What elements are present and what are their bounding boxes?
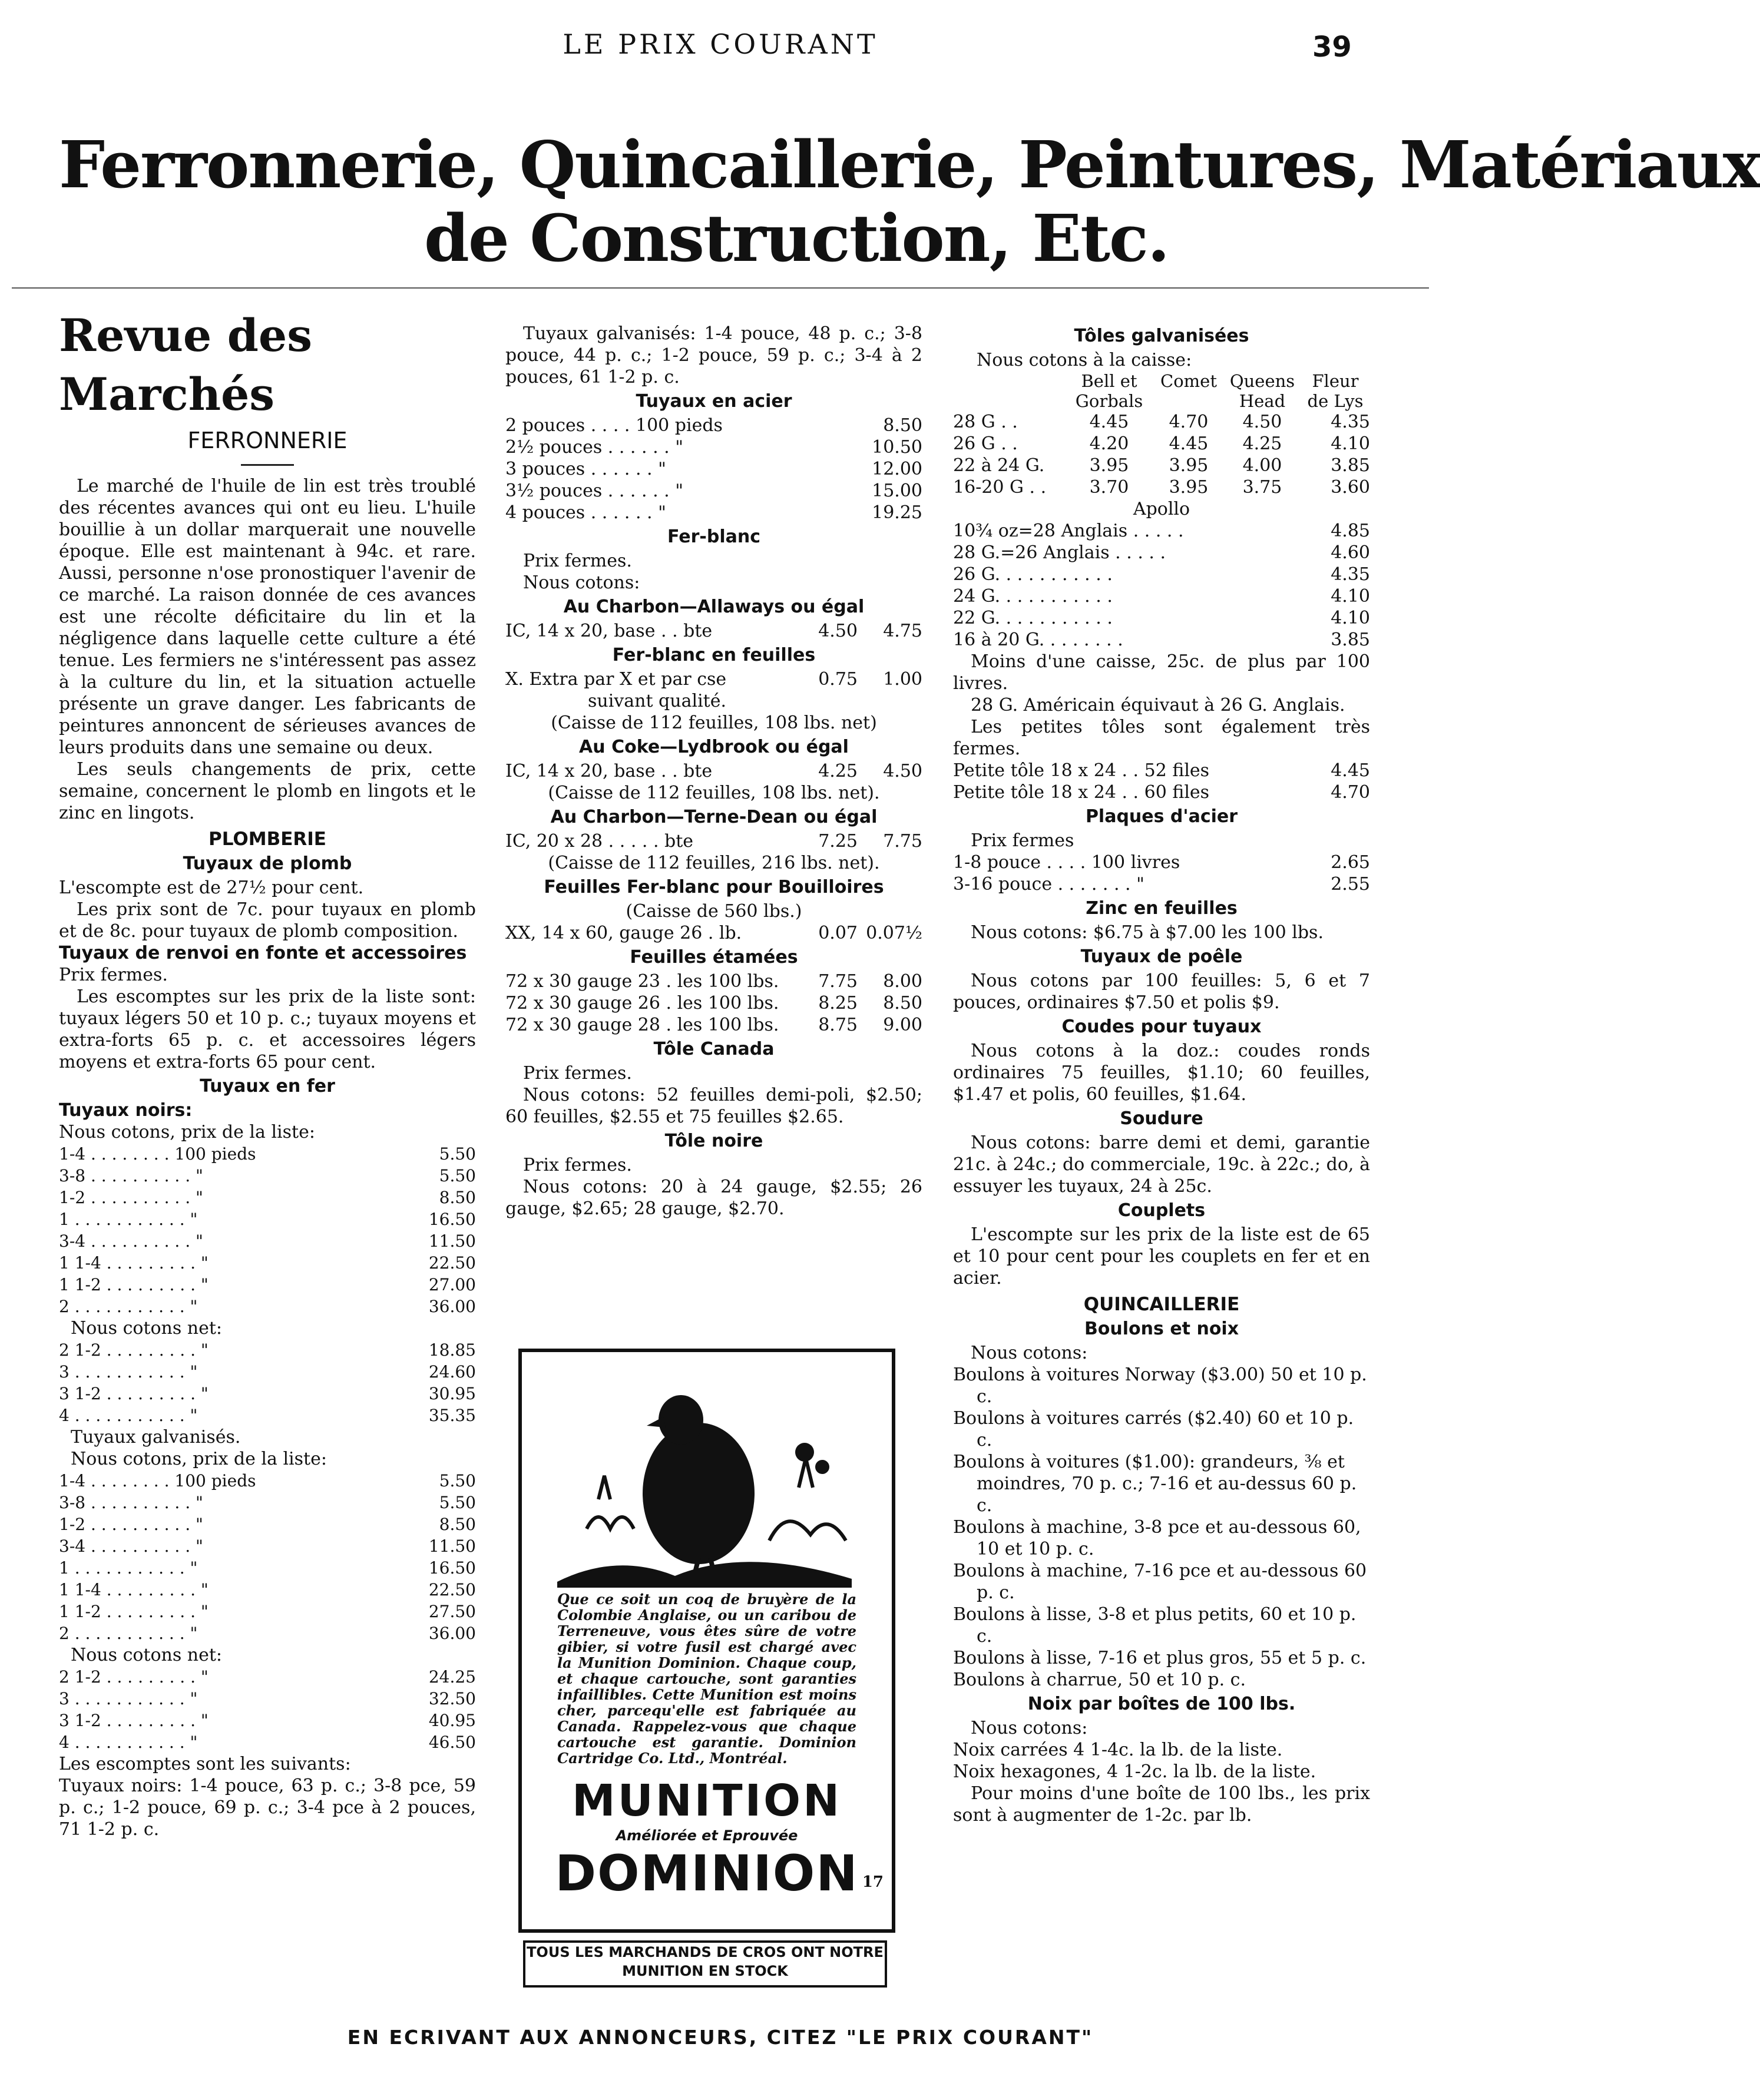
title-rule — [12, 287, 1429, 289]
toles-table-header: Bell et Gorbals Comet Queens Head Fleur de Lys — [1075, 371, 1364, 411]
page-title-line1: Ferronnerie, Quincaillerie, Peintures, Matériaux — [59, 127, 1760, 203]
brand-dominion: DOMINION — [555, 1844, 859, 1902]
section-plomberie: PLOMBERIE — [209, 829, 326, 850]
price-row: 2½ pouces . . . . . . " 10.50 — [505, 437, 922, 458]
page-number: 39 — [1312, 31, 1352, 64]
noirs-escompte-text: Tuyaux noirs: 1-4 pouce, 63 p. c.; 3-8 pce, 59 p. c.; 1-2 pouce, 69 p. c.; 3-4 pce à 2 pouces, 71 1-2 p. c. — [59, 1776, 476, 1840]
list-item: Boulons à machine, 7-16 pce et au-dessous 60 p. c. — [953, 1561, 1367, 1603]
price-row: 1 1-4 . . . . . . . . . " 22.50 — [59, 1253, 476, 1273]
running-header: LE PRIX COURANT — [563, 28, 878, 60]
subheading-allaways: Au Charbon—Allaways ou égal — [563, 597, 865, 617]
intro-paragraph-2: Les seuls changements de prix, cette semaine, concernent le plomb en lingots et le zinc en lingots. — [59, 759, 476, 823]
price-row: 1 1-4 . . . . . . . . . " 22.50 — [59, 1580, 476, 1599]
price-row: 3 . . . . . . . . . . . " 24.60 — [59, 1362, 476, 1382]
apollo-price-list — [953, 520, 1370, 651]
label-nous-cotons-net-galv: Nous cotons net: — [71, 1645, 223, 1665]
price-row: 26 G. . . . . . . . . . . 4.35 — [953, 564, 1370, 585]
subheading-fer-blanc-feuilles: Fer-blanc en feuilles — [612, 645, 816, 665]
price-row: 1 . . . . . . . . . . . " 16.50 — [59, 1558, 476, 1578]
list-item: Boulons à machine, 3-8 pce et au-dessous 60, 10 et 10 p. c. — [953, 1517, 1361, 1559]
list-item: Boulons à lisse, 3-8 et plus petits, 60 et 10 p. c. — [953, 1604, 1357, 1647]
price-row: XX, 14 x 60, gauge 26 . lb. 0.07 0.07½ — [505, 923, 922, 943]
subheading-etamees: Feuilles étamées — [630, 947, 798, 968]
column-1 — [59, 306, 476, 1840]
poele-text: Nous cotons par 100 feuilles: 5, 6 et 7 pouces, ordinaires $7.50 et polis $9. — [953, 970, 1370, 1013]
subheading-tuyaux-acier: Tuyaux en acier — [636, 391, 792, 412]
moins-caisse-text: Moins d'une caisse, 25c. de plus par 100 livres. — [953, 651, 1370, 694]
prix-fermes-text: Prix fermes. — [523, 551, 632, 571]
subheading-renvoi: Tuyaux de renvoi en fonte et accessoires — [59, 943, 467, 963]
nous-cotons-text: Nous cotons: — [971, 1343, 1088, 1363]
price-row: 3 pouces . . . . . . " 12.00 — [505, 459, 922, 479]
subheading-fer-blanc: Fer-blanc — [667, 526, 760, 547]
price-row: 1 1-2 . . . . . . . . . " 27.50 — [59, 1602, 476, 1621]
price-row: 2 . . . . . . . . . . . " 36.00 — [59, 1624, 476, 1643]
subheading-noix: Noix par boîtes de 100 lbs. — [1027, 1694, 1296, 1714]
grouse-illustration — [522, 1352, 892, 1588]
noire-text: Nous cotons: 20 à 24 gauge, $2.55; 26 gauge, $2.65; 28 gauge, $2.70. — [505, 1177, 922, 1219]
list-item: Boulons à voitures ($1.00): grandeurs, ⅜ et moindres, 70 p. c.; 7-16 et au-dessus 60 p. c. — [953, 1452, 1357, 1516]
plaques-price-list — [953, 852, 1370, 895]
americain-text: 28 G. Américain équivaut à 26 G. Anglais. — [971, 695, 1345, 716]
intro-paragraph: Le marché de l'huile de lin est très troublé des récentes avances qui ont eu lieu. L'huile bouillie à un dollar marquerait une nouvelle époque. Elle est maintenant à 94c. et rare. Aussi, personne n'ose pronostiquer l'avenir de ce marché. La raison donnée de ces avances est une récolte déficitaire du lin et la négligence dans laquelle cette culture a été tenue. Les fermiers ne s'intéressent pas assez à la culture du lin, et la situation actuelle présente un grave danger. Les fabricants de peintures annoncent de sérieuses avances de leurs produits dans une semaine ou deux. — [59, 476, 476, 758]
galv-net-list — [59, 1666, 476, 1753]
nous-cotons-text: Nous cotons: — [523, 572, 640, 593]
price-row: 3½ pouces . . . . . . " 15.00 — [505, 481, 922, 501]
price-row: X. Extra par X et par cse 0.75 1.00 — [505, 669, 922, 690]
column-2 — [505, 323, 922, 1220]
list-item: Noix carrées 4 1-4c. la lb. de la liste. — [953, 1740, 1283, 1760]
price-row: 3 . . . . . . . . . . . " 32.50 — [59, 1689, 476, 1708]
subheading-coudes: Coudes pour tuyaux — [1061, 1016, 1262, 1037]
price-row: 3-8 . . . . . . . . . . " 5.50 — [59, 1166, 476, 1185]
escomptes-liste-text: Les escomptes sur les prix de la liste sont: tuyaux légers 50 et 10 p. c.; tuyaux moyens et extra-forts 65 p. c. et accessoires légers moyens et extra-forts 65 pour cent. — [59, 986, 476, 1072]
munition-advertisement — [518, 1349, 895, 1933]
label-escomptes-suivants: Les escomptes sont les suivants: — [59, 1754, 351, 1774]
subheading-tole-canada: Tôle Canada — [653, 1039, 775, 1059]
page-title-line2: de Construction, Etc. — [424, 200, 1169, 276]
caisse-text: (Caisse de 112 feuilles, 108 lbs. net). — [548, 783, 880, 803]
noirs-price-list — [59, 1143, 476, 1317]
price-row: 2 pouces . . . . 100 pieds 8.50 — [505, 415, 922, 436]
price-row: 3-4 . . . . . . . . . . " 11.50 — [59, 1536, 476, 1556]
price-row: 3-4 . . . . . . . . . . " 11.50 — [59, 1231, 476, 1251]
price-row: 2 1-2 . . . . . . . . . " 24.25 — [59, 1667, 476, 1687]
label-prix-liste-galv: Nous cotons, prix de la liste: — [71, 1449, 327, 1469]
subheading-tuyaux-plomb: Tuyaux de plomb — [183, 853, 352, 874]
label-tuyaux-noirs: Tuyaux noirs: — [59, 1100, 193, 1121]
label-nous-cotons-net: Nous cotons net: — [71, 1318, 223, 1339]
price-row: 3 1-2 . . . . . . . . . " 30.95 — [59, 1384, 476, 1403]
price-row: 2 1-2 . . . . . . . . . " 18.85 — [59, 1340, 476, 1360]
caisse-text: (Caisse de 560 lbs.) — [626, 901, 802, 922]
table-row: 22 à 24 G. 3.95 3.95 4.00 3.85 — [953, 455, 1370, 476]
list-item: Boulons à lisse, 7-16 et plus gros, 55 et 5 p. c. — [953, 1648, 1367, 1668]
petites-toles-text: Les petites tôles sont également très fermes. — [953, 717, 1370, 759]
caisse-text: (Caisse de 112 feuilles, 108 lbs. net) — [551, 713, 877, 733]
subheading-plaques-acier: Plaques d'acier — [1085, 806, 1238, 827]
subheading-soudure: Soudure — [1120, 1108, 1203, 1129]
price-row: 24 G. . . . . . . . . . . 4.10 — [953, 586, 1370, 607]
prix-fermes-text: Prix fermes — [971, 830, 1074, 851]
section-heading: Revue des Marchés — [59, 309, 313, 420]
price-row: 3-8 . . . . . . . . . . " 5.50 — [59, 1493, 476, 1512]
nous-cotons-text: Nous cotons: — [971, 1718, 1088, 1738]
price-row: IC, 14 x 20, base . . bte 4.25 4.50 — [505, 761, 922, 781]
etamees-price-list — [505, 970, 922, 1036]
price-row: Petite tôle 18 x 24 . . 52 files 4.45 — [953, 760, 1370, 781]
escompte-text: L'escompte est de 27½ pour cent. — [59, 877, 364, 898]
list-item: Noix hexagones, 4 1-2c. la lb. de la liste. — [953, 1761, 1316, 1782]
subheading-apollo: Apollo — [1133, 499, 1190, 519]
price-row: 4 . . . . . . . . . . . " 46.50 — [59, 1733, 476, 1752]
price-row: 16 à 20 G. . . . . . . . 3.85 — [953, 630, 1370, 650]
price-row: 1-4 . . . . . . . . 100 pieds 5.50 — [59, 1471, 476, 1490]
column-3 — [953, 323, 1370, 1826]
list-item: Boulons à voitures carrés ($2.40) 60 et 10 p. c. — [953, 1408, 1354, 1450]
price-row: Petite tôle 18 x 24 . . 60 files 4.70 — [953, 782, 1370, 803]
zinc-text: Nous cotons: $6.75 à $7.00 les 100 lbs. — [971, 922, 1324, 943]
price-row: 1-2 . . . . . . . . . . " 8.50 — [59, 1515, 476, 1534]
galv-price-list — [59, 1470, 476, 1644]
stock-notice-box: TOUS LES MARCHANDS DE CROS ONT NOTRE MUNITION EN STOCK — [523, 1940, 887, 1988]
canada-text: Nous cotons: 52 feuilles demi-poli, $2.50; 60 feuilles, $2.55 et 75 feuilles $2.65. — [505, 1085, 922, 1127]
price-row: 1 . . . . . . . . . . . " 16.50 — [59, 1210, 476, 1229]
prix-fermes-text: Prix fermes. — [523, 1063, 632, 1084]
petite-tole-list — [953, 760, 1370, 803]
price-row: 3 1-2 . . . . . . . . . " 40.95 — [59, 1711, 476, 1730]
price-row: 2 . . . . . . . . . . . " 36.00 — [59, 1297, 476, 1316]
price-row: 1-4 . . . . . . . . 100 pieds 5.50 — [59, 1144, 476, 1164]
acier-price-list — [505, 415, 922, 524]
subheading-coke: Au Coke—Lydbrook ou égal — [579, 737, 849, 757]
price-row: 72 x 30 gauge 23 . les 100 lbs. 7.75 8.00 — [505, 971, 922, 992]
label-tuyaux-galvanises: Tuyaux galvanisés. — [71, 1427, 241, 1448]
brand-tagline: Améliorée et Eprouvée — [616, 1827, 798, 1844]
heading-divider — [241, 464, 294, 466]
boulons-list — [953, 1364, 1370, 1691]
list-item: Boulons à voitures Norway ($3.00) 50 et 10 p. c. — [953, 1364, 1367, 1407]
table-row: 26 G . . 4.20 4.45 4.25 4.10 — [953, 433, 1370, 454]
footer-notice: EN ECRIVANT AUX ANNONCEURS, CITEZ "LE PRIX COURANT" — [347, 2026, 1094, 2049]
brand-munition: MUNITION — [571, 1776, 842, 1826]
price-row: IC, 14 x 20, base . . bte 4.50 4.75 — [505, 621, 922, 641]
subheading-terne-dean: Au Charbon—Terne-Dean ou égal — [550, 807, 878, 827]
price-row: 28 G.=26 Anglais . . . . . 4.60 — [953, 542, 1370, 563]
price-row: 4 pouces . . . . . . " 19.25 — [505, 502, 922, 523]
price-row: 4 . . . . . . . . . . . " 35.35 — [59, 1406, 476, 1425]
subheading-zinc: Zinc en feuilles — [1086, 898, 1238, 919]
price-row: 10¾ oz=28 Anglais . . . . . 4.85 — [953, 521, 1370, 541]
price-row: 1-2 . . . . . . . . . . " 8.50 — [59, 1188, 476, 1207]
toles-galv-table — [953, 411, 1370, 498]
subheading-toles-galvanisees: Tôles galvanisées — [1074, 326, 1249, 346]
price-row: 72 x 30 gauge 28 . les 100 lbs. 8.75 9.00 — [505, 1015, 922, 1035]
noirs-net-list — [59, 1339, 476, 1426]
subheading-couplets: Couplets — [1117, 1200, 1206, 1221]
galv-intro-text: Tuyaux galvanisés: 1-4 pouce, 48 p. c.; 3-8 pouce, 44 p. c.; 1-2 pouce, 59 p. c.; 3-4 à 2 pouces, 61 1-2 p. c. — [505, 323, 922, 387]
suivant-qualite-text: suivant qualité. — [588, 691, 727, 711]
price-row: 1 1-2 . . . . . . . . . " 27.00 — [59, 1275, 476, 1294]
price-row: IC, 20 x 28 . . . . . bte 7.25 7.75 — [505, 831, 922, 852]
couplets-text: L'escompte sur les prix de la liste est de 65 et 10 pour cent pour les couplets en fer et en acier. — [953, 1224, 1370, 1289]
caisse-text: (Caisse de 112 feuilles, 216 lbs. net). — [548, 853, 880, 873]
coudes-text: Nous cotons à la doz.: coudes ronds ordinaires 75 feuilles, $1.10; 60 feuilles, $1.47 et polis, 60 feuilles, $1.64. — [953, 1041, 1370, 1105]
nous-cotons-caisse-text: Nous cotons à la caisse: — [977, 350, 1192, 370]
subheading-tuyaux-fer: Tuyaux en fer — [200, 1076, 335, 1097]
advertisement-text: Que ce soit un coq de bruyère de la Colombie Anglaise, ou un caribou de Terreneuve, vous êtes sûre de votre gibier, si votre fusil est chargé avec la Munition Dominion. Chaque coup, et chaque cartouche, sont garanties infaillibles. Cette Munition est moins cher, parcequ'elle est fabriquée au Canada. Rappelez-vous que chaque cartouche est garantie. Dominion Cartridge Co. Ltd., Montréal. — [557, 1591, 856, 1767]
section-quincaillerie: QUINCAILLERIE — [1083, 1294, 1240, 1315]
list-item: Boulons à charrue, 50 et 10 p. c. — [953, 1670, 1246, 1690]
table-row: 28 G . . 4.45 4.70 4.50 4.35 — [953, 412, 1370, 432]
prix-fermes-text: Prix fermes. — [59, 965, 168, 985]
subheading-boulons-noix: Boulons et noix — [1084, 1319, 1239, 1339]
price-row: 3-16 pouce . . . . . . . " 2.55 — [953, 874, 1370, 895]
subheading-ferronnerie: FERRONNERIE — [187, 428, 348, 453]
subheading-tole-noire: Tôle noire — [664, 1131, 763, 1151]
label-prix-liste: Nous cotons, prix de la liste: — [59, 1122, 315, 1142]
subheading-tuyaux-poele: Tuyaux de poêle — [1080, 946, 1243, 967]
prix-fermes-text: Prix fermes. — [523, 1155, 632, 1175]
ad-number: 17 — [862, 1873, 884, 1891]
subheading-bouilloires: Feuilles Fer-blanc pour Bouilloires — [544, 877, 884, 897]
prix-tuyaux-text: Les prix sont de 7c. pour tuyaux en plomb et de 8c. pour tuyaux de plomb composition. — [59, 899, 476, 942]
price-row: 22 G. . . . . . . . . . . 4.10 — [953, 608, 1370, 628]
price-row: 72 x 30 gauge 26 . les 100 lbs. 8.25 8.50 — [505, 993, 922, 1013]
moins-boite-text: Pour moins d'une boîte de 100 lbs., les prix sont à augmenter de 1-2c. par lb. — [953, 1783, 1370, 1826]
table-row: 16-20 G . . 3.70 3.95 3.75 3.60 — [953, 477, 1370, 498]
soudure-text: Nous cotons: barre demi et demi, garantie 21c. à 24c.; do commerciale, 19c. à 22c.; do, à essuyer les tuyaux, 24 à 25c. — [953, 1132, 1370, 1197]
price-row: 1-8 pouce . . . . 100 livres 2.65 — [953, 852, 1370, 873]
